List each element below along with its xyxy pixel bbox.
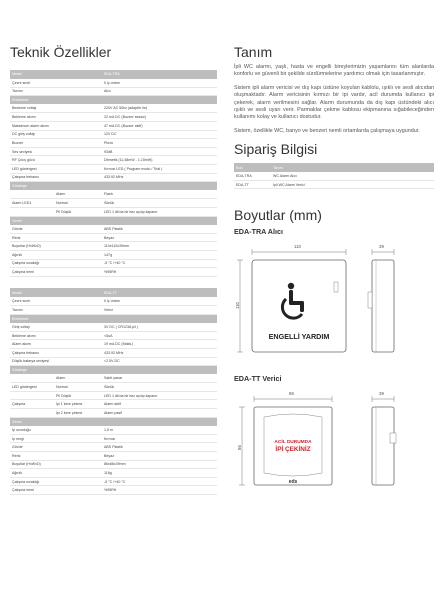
table-row: Tanımı Verici [10,305,217,314]
paragraph: Sistem ipli alarm vericisi ve dış kapı üstüne koyulan kablolu, ışıklı ve sesli alıcıdan oluşmaktadır. Alarm vericisinin kırmızı bir ipi vardır, acil durumda kullanıcı ipi çekerek, alarm verilmesini sağlar. Alarm durumunda da dış kapı üstündeki alıcı ışıklı ve sesli uyarı verir. Parmaklar çekme kablosu ekipmanına sığabileceğinden kullanımı kolay ve kullanıcı dostudur. [234,84,434,121]
table-row: Ağırlık 147g [10,250,217,259]
table-row: Çalışma nemi %95RH [10,486,217,495]
table-row: Çalışma sıcaklığı -5 °C /+40 °C [10,477,217,486]
section-header: Genel [10,417,217,426]
table-row: DC giriş voltajı 12V DC [10,130,217,139]
description-column [234,44,434,499]
table-row: Buzzer Piezo [10,139,217,148]
table-row: RF Çıkış gücü Dbmetts (11,48mW - 1,15mW) [10,156,217,165]
siparis-title: Sipariş Bilgisi [234,141,318,158]
table-row: Gövde ABS Plastik [10,225,217,234]
tt-drawing [234,389,434,499]
table-row: Ağırlık 118g [10,469,217,478]
paragraph: İpli WC alarmı, yaşlı, hasta ve engelli bireylerimizin yaşamlarını tüm alanlarda konforlu ve güvenli bir şekilde sürdürmelerine yardımcı olmak için tasarlanmıştır. [234,64,434,78]
table-row: Çalışma frekansı 433.92 MHz [10,173,217,182]
table-row: Alarm LED1 Normal Sönük [10,199,217,208]
table-row: Renk Beyaz [10,233,217,242]
table-row: Çevre sınıfı II iç ortam [10,297,217,306]
tra-side [372,260,394,352]
spec-table-tt [10,288,217,495]
table-row: Boyutlar (HxWxD) 86x86x39mm [10,460,217,469]
tt-side [372,407,394,485]
table-row: Tanımı Alıcı [10,87,217,96]
tra-led [334,282,338,292]
table-row: Ses seviyesi 93dB [10,147,217,156]
tanim-title: Tanım [234,44,273,60]
table-row: Boyutlar (HxWxD) 110x110x39mm [10,242,217,251]
table-row: İpi 2 kere çekme Alarm pasif [10,409,217,418]
section-header: Elektriksel [10,314,217,323]
section-header: Genel [10,216,217,225]
description-text [234,64,434,135]
table-row: Maksimum alarm akımı 47 mA DC (Buzzer aktif) [10,122,217,131]
table-row: Besleme voltajı 220V AC 50hz (adaptör ile) [10,104,217,113]
table-row: Bekleme akımı 22 mA DC (Buzzer sessiz) [10,113,217,122]
table-row: Alarm Sabit yanar [10,374,217,383]
eds-logo: eds [288,479,298,486]
table-row: Çalışma nemi %95RH [10,268,217,277]
tt-depth-label: 39 [379,391,384,397]
tra-height-label: 110 [235,302,240,310]
specs-title: Teknik Özellikler [10,44,112,60]
tra-width-label: 110 [294,244,301,250]
spec-table-tra [10,70,217,284]
section-header: Gösterge [10,182,217,191]
tra-depth-label: 39 [379,244,384,250]
table-row: Alarm Flash [10,190,217,199]
paragraph: Sistem, özellikle WC, banyo ve benzeri nemli ortamlarda çalışmaya uygundur. [234,127,420,134]
tt-warning-line2: İPİ ÇEKİNİZ [275,446,311,454]
table-row: İp uzunluğu 1,5 m [10,426,217,435]
section-header: Gösterge [10,366,217,375]
table-row: LED göstergesi Kırmızı LED ( Program modu / Trial ) [10,165,217,174]
spec-header-row: Model EDA-TT [10,288,217,297]
spec-header-row: Model EDA-TRA [10,70,217,79]
table-row: Çalışma frekansı 433.92 MHz [10,348,217,357]
technical-specs [10,44,217,495]
table-row: İp rengi Kırmızı [10,434,217,443]
table-row: Gövde ABS Plastik [10,443,217,452]
table-row: Pil Düşük LED 1 dk'da bir kez açılıp kapanır [10,208,217,217]
tt-warning-line1: ACİL DURUMDA [274,440,312,446]
table-row: LED göstergesi Normal Sönük [10,383,217,392]
tra-sign-text: ENGELLİ YARDIM [268,332,330,342]
order-header-row: Kod Tanım [234,163,434,172]
tt-width-label: 86 [289,391,294,397]
table-row: Çevre sınıfı II iç ortam [10,79,217,88]
tt-label: EDA-TT Verici [234,374,282,384]
section-header: Elektriksel [10,96,217,105]
table-row: Alarm akımı 19 mA DC (Maks.) [10,340,217,349]
order-table [234,163,434,189]
boyut-title: Boyutlar (mm) [234,207,322,224]
table-row: Çalışma İpi 1 kere çekme Alarm aktif [10,400,217,409]
tra-drawing [234,242,434,362]
table-row: Çalışma sıcaklığı -5 °C /+40 °C [10,259,217,268]
table-row: Pil Düşük LED 1 dk'da bir kez açılıp kapanır [10,391,217,400]
table-row: Düşük batarya seviyesi <2.5V DC [10,357,217,366]
table-row: Bekleme akımı <5uA [10,331,217,340]
tt-height-label: 86 [237,445,242,451]
table-row: Renk Beyaz [10,452,217,461]
tra-label: EDA-TRA Alıcı [234,227,283,237]
table-row: Giriş voltajı 3V DC ( CR123A pil ) [10,323,217,332]
table-row: EDA-TT İpli WC Alarm Verici [234,180,434,189]
table-row: EDA-TRA WC Alarm Alıcı [234,172,434,181]
